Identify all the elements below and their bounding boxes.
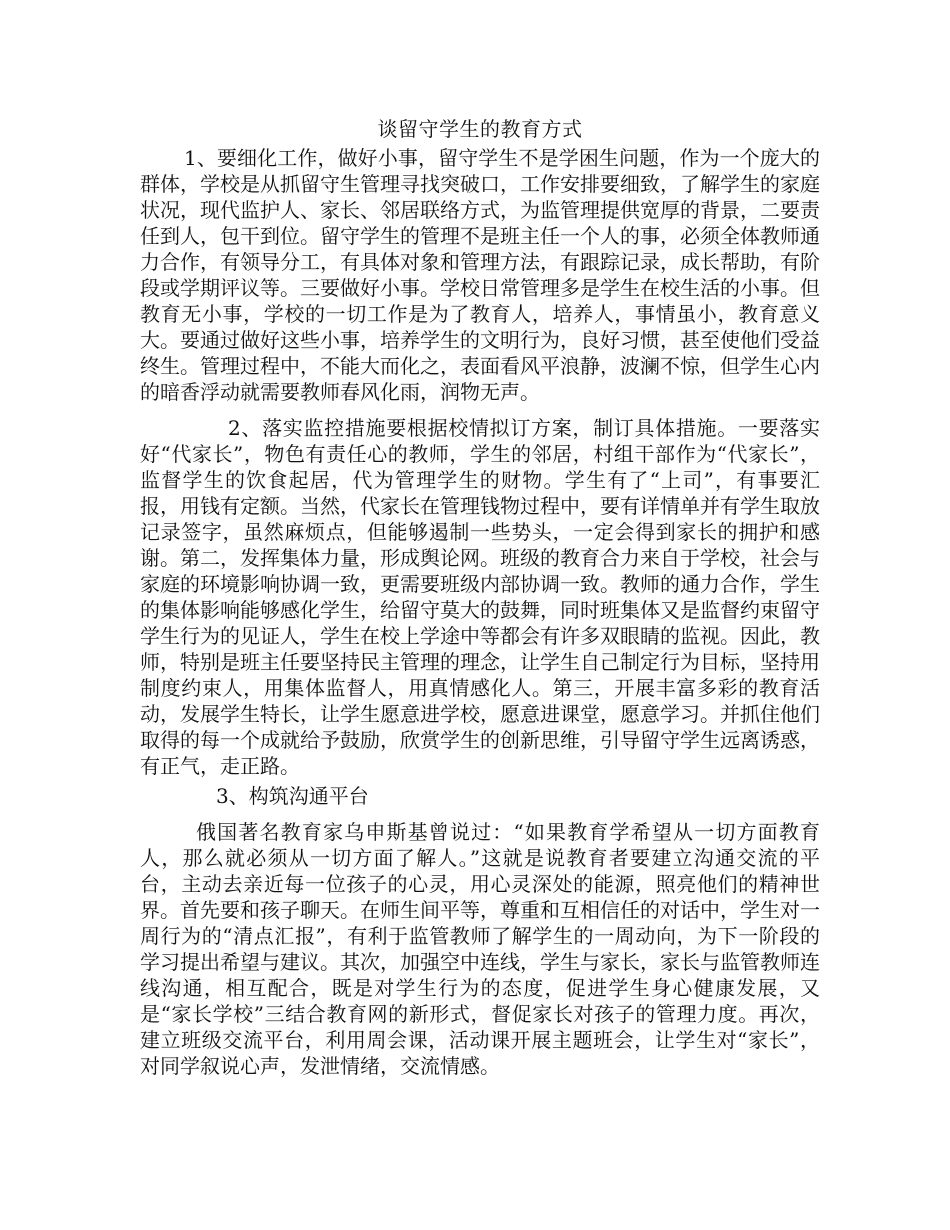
document-title: 谈留守学生的教育方式 (377, 117, 583, 141)
paragraph-3: 俄国著名教育家乌申斯基曾说过：“如果教育学希望从一切方面教育人，那么就必须从一切方面了解人。”这就是说教育者要建立沟通交流的平台，主动去亲近每一位孩子的心灵，用心灵深处的能源，照亮他们的精神世界。首先要和孩子聊天。在师生间平等，尊重和互相信任的对话中，学生对一周行为的“清点汇报”，有利于监管教师了解学生的一周动向，为下一阶段的学习提出希望与建议。其次，加强空中连线，学生与家长，家长与监管教师连线沟通，相互配合，既是对学生行为的态度，促进学生身心健康发展，又是“家长学校”三结合教育网的新形式，督促家长对孩子的管理力度。再次，建立班级交流平台，利用周会课，活动课开展主题班会，让学生对“家长”，对同学叙说心声，发泄情绪，交流情感。 (140, 820, 820, 1078)
document-body (140, 116, 820, 1079)
paragraph-2: 2、落实监控措施要根据校情拟订方案，制订具体措施。一要落实好“代家长”，物色有责任心的教师，学生的邻居，村组干部作为“代家长”，监督学生的饮食起居，代为管理学生的财物。学生有了“上司”，有事要汇报，用钱有定额。当然，代家长在管理钱物过程中，要有详情单并有学生取放记录签字，虽然麻烦点，但能够遏制一些势头，一定会得到家长的拥护和感谢。第二，发挥集体力量，形成舆论网。班级的教育合力来自于学校，社会与家庭的环境影响协调一致，更需要班级内部协调一致。教师的通力合作，学生的集体影响能够感化学生，给留守莫大的鼓舞，同时班集体又是监督约束留守学生行为的见证人，学生在校上学途中等都会有许多双眼睛的监视。因此，教师，特别是班主任要坚持民主管理的理念，让学生自己制定行为目标，坚持用制度约束人，用集体监督人，用真情感化人。第三，开展丰富多彩的教育活动，发展学生特长，让学生愿意进学校，愿意进课堂，愿意学习。并抓住他们取得的每一个成就给予鼓励，欣赏学生的创新思维，引导留守学生远离诱惑，有正气，走正路。 (140, 416, 820, 778)
section-heading-3: 3、构筑沟通平台 (216, 784, 369, 808)
paragraph-1: 1、要细化工作，做好小事，留守学生不是学困生问题，作为一个庞大的群体，学校是从抓留守生管理寻找突破口，工作安排要细致，了解学生的家庭状况，现代监护人、家长、邻居联络方式，为监管理提供宽厚的背景，二要责任到人，包干到位。留守学生的管理不是班主任一个人的事，必须全体教师通力合作，有领导分工，有具体对象和管理方法，有跟踪记录，成长帮助，有阶段或学期评议等。三要做好小事。学校日常管理多是学生在校生活的小事。但教育无小事，学校的一切工作是为了教育人，培养人，事情虽小，教育意义大。要通过做好这些小事，培养学生的文明行为，良好习惯，甚至使他们受益终生。管理过程中，不能大而化之，表面看风平浪静，波澜不惊，但学生心内的暗香浮动就需要教师春风化雨，润物无声。 (140, 146, 820, 404)
